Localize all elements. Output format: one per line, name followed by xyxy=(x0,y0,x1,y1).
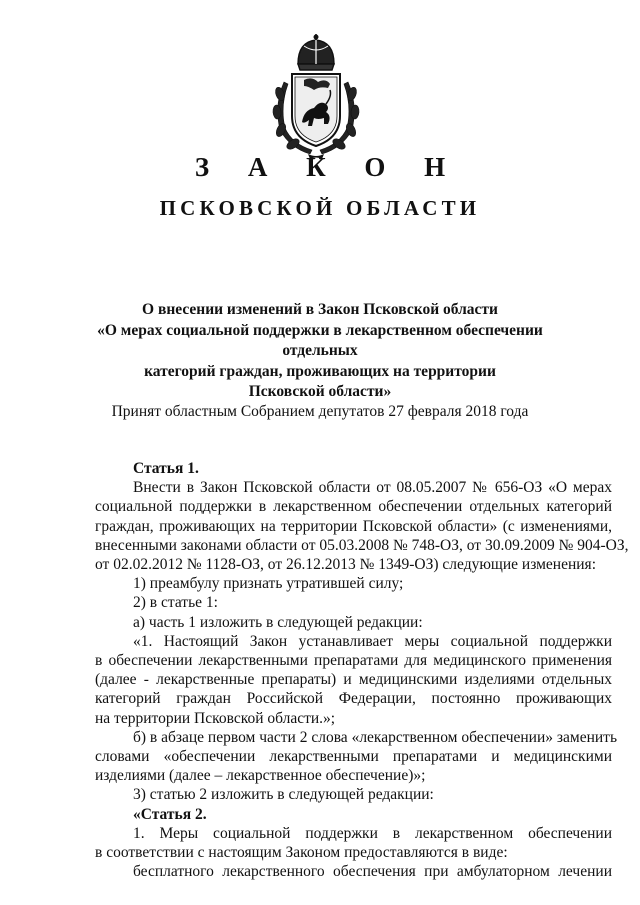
body-line: 1. Меры социальной поддержки в лекарственном обеспечении xyxy=(133,824,612,842)
adoption-note: Принят областным Собранием депутатов 27 февраля 2018 года xyxy=(111,403,529,420)
subject-line: О внесении изменений в Закон Псковской области xyxy=(142,301,498,318)
body-line: социальной поддержки в лекарственном обеспечении отдельных категорий xyxy=(95,498,612,516)
body-line: внесенными законами области от 05.03.2008 № 748-ОЗ, от 30.09.2009 № 904-ОЗ, xyxy=(95,536,629,554)
body-line: изделиями (далее – лекарственное обеспечение)»; xyxy=(95,767,426,785)
body-line: (далее - лекарственные препараты) и медицинскими изделиями отдельных xyxy=(95,671,612,689)
body-line: на территории Псковской области.»; xyxy=(95,709,336,727)
subject-line: категорий граждан, проживающих на территории xyxy=(144,362,496,380)
body-line: «1. Настоящий Закон устанавливает меры социальной поддержки xyxy=(133,632,612,650)
body-line: граждан, проживающих на территории Псковской области» (с изменениями, xyxy=(95,517,612,535)
law-subject xyxy=(80,300,560,403)
body-line: б) в абзаце первом части 2 слова «лекарственном обеспечении» заменить xyxy=(133,728,618,746)
body-line: 3) статью 2 изложить в следующей редакции: xyxy=(133,786,434,804)
law-title: З А К О Н xyxy=(194,152,462,182)
article-heading: Статья 1. xyxy=(133,460,199,477)
subject-line: «О мерах социальной поддержки в лекарственном обеспечении отдельных xyxy=(97,321,543,359)
body-line: Внести в Закон Псковской области от 08.05.2007 № 656-ОЗ «О мерах xyxy=(133,479,612,497)
law-body xyxy=(95,459,629,881)
body-line: 2) в статье 1: xyxy=(133,594,218,612)
article-heading: «Статья 2. xyxy=(133,805,207,823)
law-region: ПСКОВСКОЙ ОБЛАСТИ xyxy=(159,196,481,220)
subject-line: Псковской области» xyxy=(248,383,392,400)
body-line: словами «обеспечении лекарственными препаратами и медицинскими xyxy=(95,748,612,766)
body-line: а) часть 1 изложить в следующей редакции: xyxy=(133,613,423,631)
body-line: в соответствии с настоящим Законом предоставляются в виде: xyxy=(95,844,508,862)
body-line: от 02.02.2012 № 1128-ОЗ, от 26.12.2013 № 1349-ОЗ) следующие изменения: xyxy=(95,556,596,574)
body-line: категорий граждан Российской Федерации, постоянно проживающих xyxy=(95,690,612,708)
pskov-coat-of-arms-emblem xyxy=(268,34,364,160)
body-line: бесплатного лекарственного обеспечения при амбулаторном лечении xyxy=(133,863,612,881)
body-line: в обеспечении лекарственными препаратами для медицинского применения xyxy=(95,652,612,670)
body-line: 1) преамбулу признать утратившей силу; xyxy=(133,575,404,593)
